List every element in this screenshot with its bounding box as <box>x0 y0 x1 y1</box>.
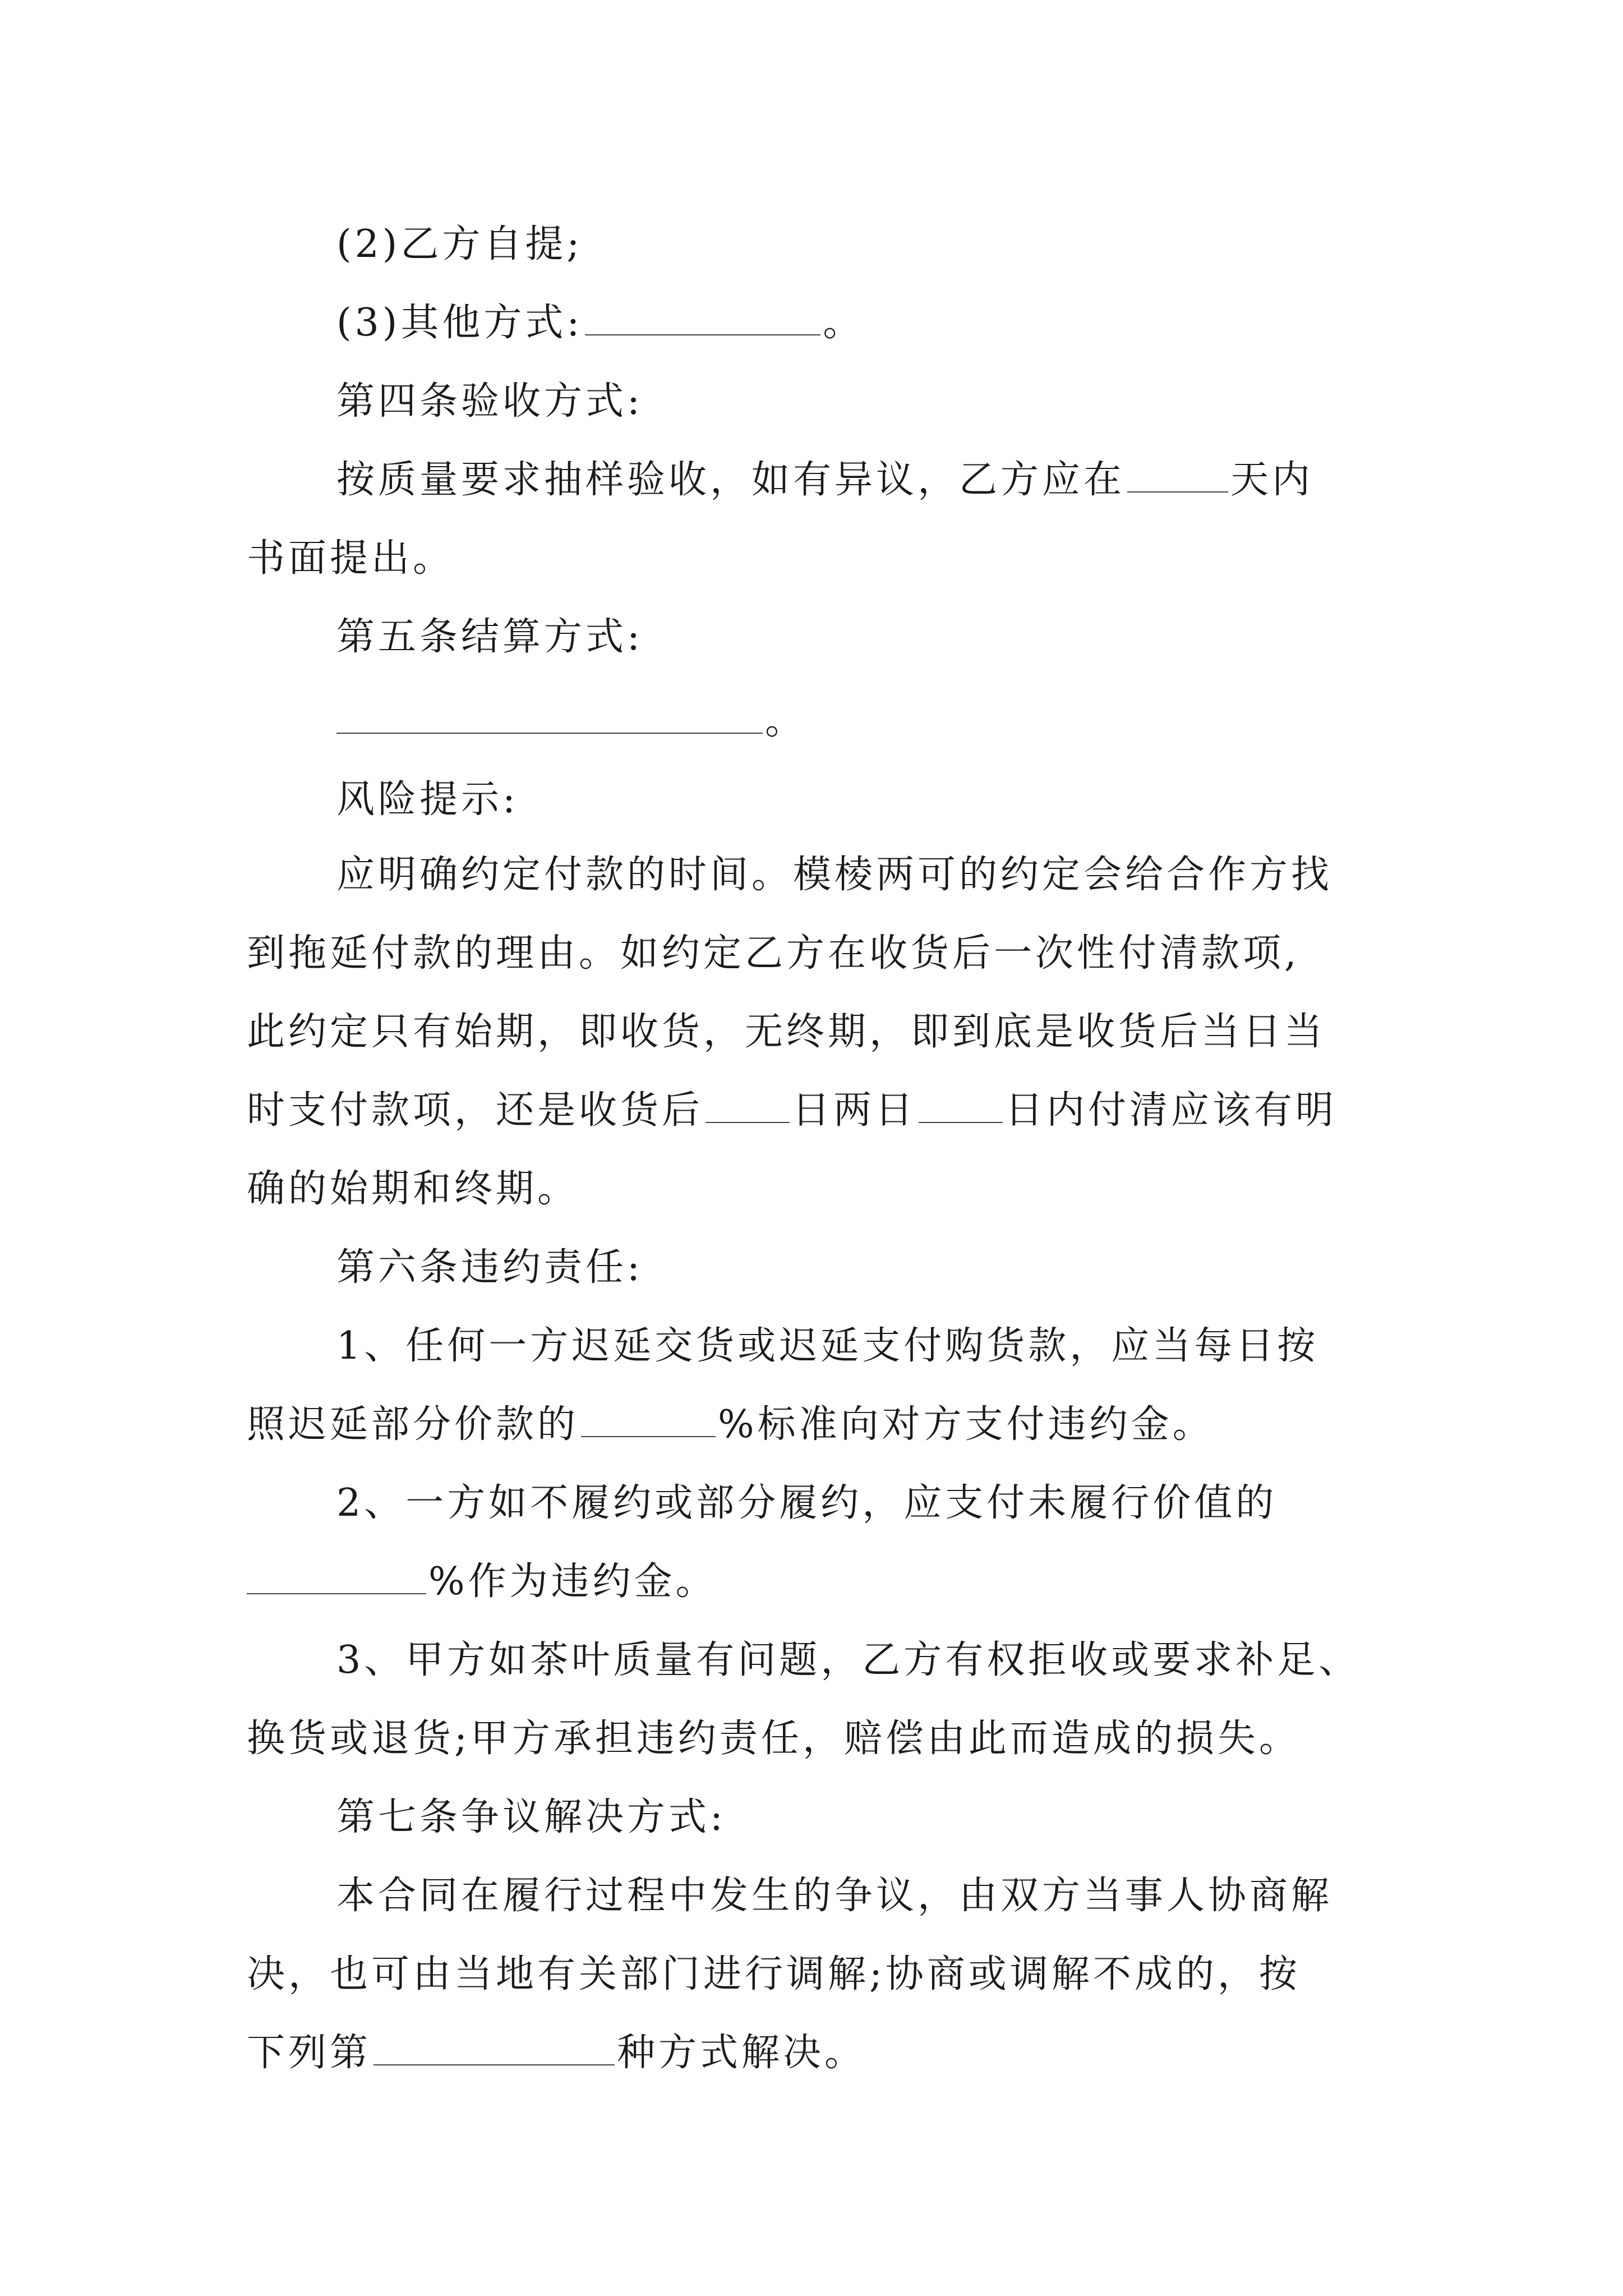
text-line <box>336 688 806 755</box>
text-segment: 日内付清应该有明 <box>1005 1088 1338 1133</box>
text-line <box>247 1156 579 1223</box>
text-segment: (2)乙方自提; <box>336 222 583 266</box>
text-segment: %作为违约金。 <box>428 1559 717 1604</box>
text-segment: 第六条违约责任: <box>336 1245 643 1290</box>
text-line <box>247 1548 717 1616</box>
text-segment: 。 <box>823 301 865 345</box>
section-heading <box>336 368 643 435</box>
text-segment: 3、甲方如茶叶质量有问题，乙方有权拒收或要求补足、 <box>336 1638 1361 1682</box>
text-segment: 照迟延部分价款的 <box>247 1402 579 1447</box>
text-segment: 1、任何一方迟延交货或迟延支付购货款，应当每日按 <box>336 1324 1319 1368</box>
text-segment: 书面提出。 <box>247 536 455 581</box>
fill-in-blank[interactable] <box>336 696 763 734</box>
text-line <box>247 999 1326 1066</box>
section-heading <box>336 1234 643 1301</box>
text-segment: 本合同在履行过程中发生的争议，由双方当事人协商解 <box>336 1874 1333 1918</box>
text-segment: 风险提示: <box>336 777 519 822</box>
text-line <box>336 1470 1277 1537</box>
fill-in-blank[interactable] <box>1127 454 1228 493</box>
text-segment: 第四条验收方式: <box>336 379 643 424</box>
text-segment: 应明确约定付款的时间。模棱两可的约定会给合作方找 <box>336 853 1333 897</box>
text-line <box>247 920 1300 987</box>
text-segment: 。 <box>765 699 807 743</box>
text-line <box>247 525 454 592</box>
text-segment: 2、一方如不履约或部分履约，应支付未履行价值的 <box>336 1481 1278 1525</box>
text-line <box>247 1941 1301 2008</box>
text-line <box>336 447 1313 514</box>
text-line <box>336 1627 1360 1694</box>
text-line <box>247 2019 866 2087</box>
fill-in-blank[interactable] <box>374 2027 615 2065</box>
text-segment: (3)其他方式: <box>336 301 583 345</box>
text-segment: 第七条争议解决方式: <box>336 1795 726 1839</box>
text-line <box>336 211 583 278</box>
fill-in-blank[interactable] <box>581 1399 716 1437</box>
text-segment: 时支付款项，还是收货后 <box>247 1088 704 1133</box>
text-line <box>247 1705 1301 1773</box>
text-segment: %标准向对方支付违约金。 <box>718 1402 1214 1447</box>
text-line <box>336 1313 1318 1380</box>
text-segment: 确的始期和终期。 <box>247 1167 579 1211</box>
text-line <box>247 1391 1214 1458</box>
section-heading <box>336 1784 726 1851</box>
text-segment: 种方式解决。 <box>617 2031 866 2075</box>
fill-in-blank[interactable] <box>919 1085 1003 1123</box>
text-segment: 日两日 <box>792 1088 917 1133</box>
text-segment: 按质量要求抽样验收，如有异议，乙方应在 <box>336 458 1126 502</box>
text-segment: 到拖延付款的理由。如约定乙方在收货后一次性付清款项, <box>247 931 1300 976</box>
text-line <box>336 289 864 357</box>
fill-in-blank[interactable] <box>706 1085 790 1123</box>
text-segment: 换货或退货;甲方承担违约责任，赔偿由此而造成的损失。 <box>247 1717 1301 1761</box>
fill-in-blank[interactable] <box>247 1556 426 1594</box>
section-heading <box>336 766 519 834</box>
text-line <box>336 1862 1332 1930</box>
text-line <box>336 841 1332 909</box>
text-segment: 第五条结算方式: <box>336 615 643 659</box>
text-segment: 此约定只有始期，即收货，无终期，即到底是收货后当日当 <box>247 1010 1326 1054</box>
section-heading <box>336 604 643 671</box>
fill-in-blank[interactable] <box>585 297 820 335</box>
text-segment: 决，也可由当地有关部门进行调解;协商或调解不成的，按 <box>247 1952 1301 1996</box>
text-segment: 下列第 <box>247 2031 372 2075</box>
text-line <box>247 1077 1337 1144</box>
text-segment: 天内 <box>1230 458 1314 502</box>
